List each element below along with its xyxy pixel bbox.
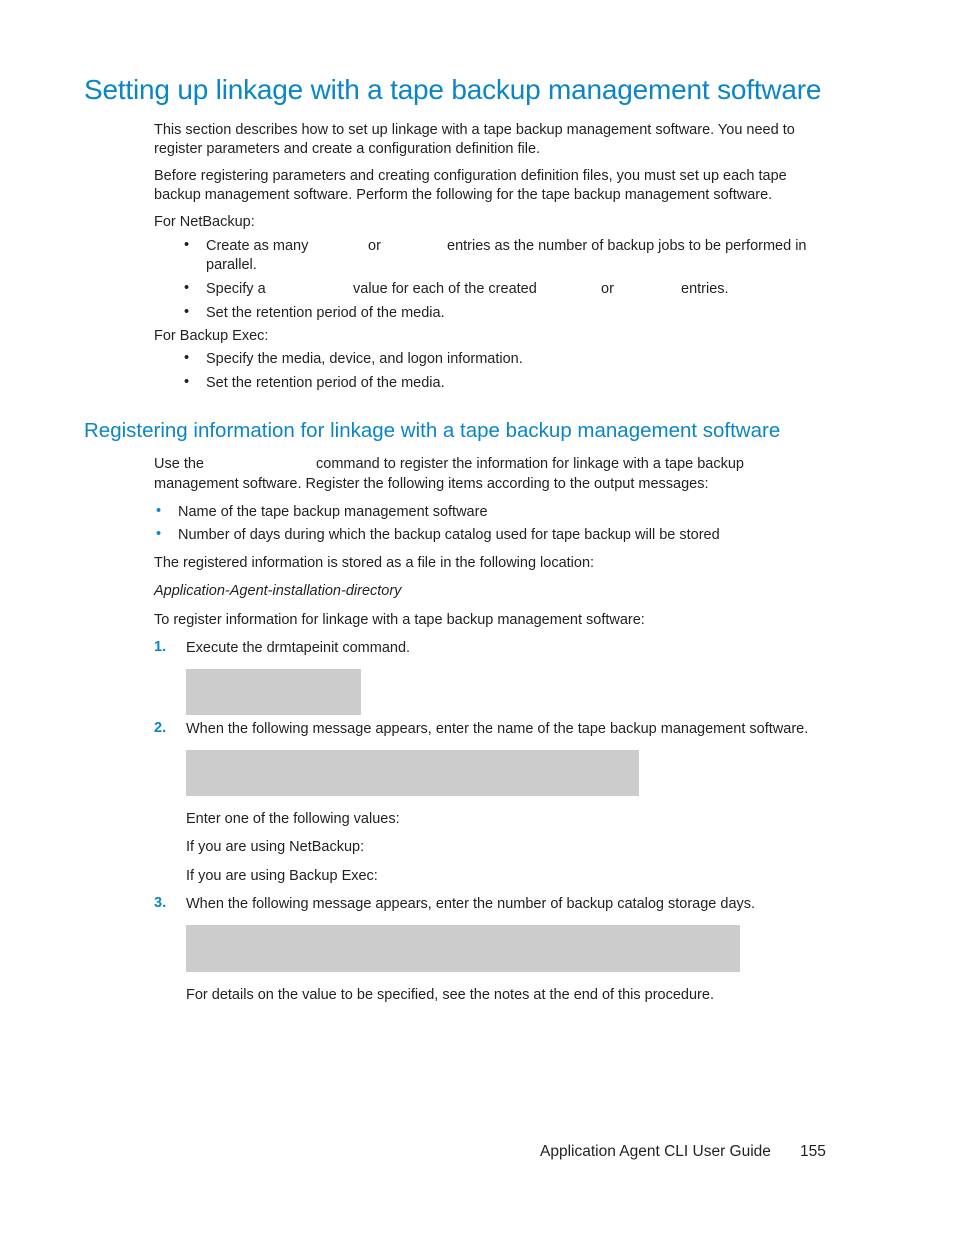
step-text: When the following message appears, enter the name of the tape backup management software. xyxy=(186,721,809,737)
footer-guide-title: Application Agent CLI User Guide xyxy=(540,1143,771,1160)
netbackup-bullet-2c: or xyxy=(601,281,614,297)
netbackup-bullet-3: Set the retention period of the media. xyxy=(206,305,445,321)
install-path: Application-Agent-installation-directory xyxy=(154,583,402,599)
code-block xyxy=(186,925,740,972)
backupexec-label: For Backup Exec: xyxy=(154,328,269,344)
step-number: 2. xyxy=(154,720,167,736)
code-block xyxy=(186,669,361,715)
bullet-dot: • xyxy=(184,374,190,390)
netbackup-bullet-1d: parallel. xyxy=(206,257,257,273)
page-number: 155 xyxy=(800,1143,826,1160)
if-netbackup-text: If you are using NetBackup: xyxy=(186,839,365,855)
bullet-dot: • xyxy=(156,526,162,542)
netbackup-bullet-1a: Create as many xyxy=(206,238,309,254)
netbackup-bullet-1b: or xyxy=(368,238,381,254)
step-text: When the following message appears, enter the number of backup catalog storage days. xyxy=(186,896,756,912)
enter-one-text: Enter one of the following values: xyxy=(186,811,400,827)
netbackup-label: For NetBackup: xyxy=(154,214,255,230)
step-number: 1. xyxy=(154,639,167,655)
details-text: For details on the value to be specified, see the notes at the end of this procedure. xyxy=(186,987,714,1003)
step-number: 3. xyxy=(154,895,167,911)
intro-paragraph-1: This section describes how to set up linkage with a tape backup management software. You need to register parameters and create a configuration definition file. xyxy=(154,122,795,157)
netbackup-bullet-2d: entries. xyxy=(681,281,729,297)
bullet-dot: • xyxy=(184,350,190,366)
subsection-heading: Registering information for linkage with a tape backup management software xyxy=(84,419,781,442)
backupexec-bullet-2: Set the retention period of the media. xyxy=(206,375,445,391)
use-text-b: command to register the information for linkage with a tape backup xyxy=(316,456,744,472)
section-heading: Setting up linkage with a tape backup management software xyxy=(84,74,822,105)
list-item: Name of the tape backup management software xyxy=(178,504,488,520)
code-block xyxy=(186,750,639,796)
step-text: Execute the drmtapeinit command. xyxy=(186,640,411,656)
list-item: Number of days during which the backup catalog used for tape backup will be stored xyxy=(178,527,720,543)
backupexec-bullet-1: Specify the media, device, and logon information. xyxy=(206,351,523,367)
to-register-text: To register information for linkage with a tape backup management software: xyxy=(154,612,645,628)
stored-text: The registered information is stored as a file in the following location: xyxy=(154,555,595,571)
if-backupexec-text: If you are using Backup Exec: xyxy=(186,868,378,884)
intro-paragraph-2: Before registering parameters and creating configuration definition files, you must set up each tape backup management software. Perform the following for the tape backup management software. xyxy=(154,168,787,203)
netbackup-bullet-1c: entries as the number of backup jobs to be performed in xyxy=(447,238,807,254)
use-text-c: management software. Register the following items according to the output messages: xyxy=(154,476,709,492)
bullet-dot: • xyxy=(156,503,162,519)
netbackup-bullet-2a: Specify a xyxy=(206,281,266,297)
bullet-dot: • xyxy=(184,304,190,320)
netbackup-bullet-2b: value for each of the created xyxy=(353,281,537,297)
use-text-a: Use the xyxy=(154,456,204,472)
bullet-dot: • xyxy=(184,280,190,296)
bullet-dot: • xyxy=(184,237,190,253)
